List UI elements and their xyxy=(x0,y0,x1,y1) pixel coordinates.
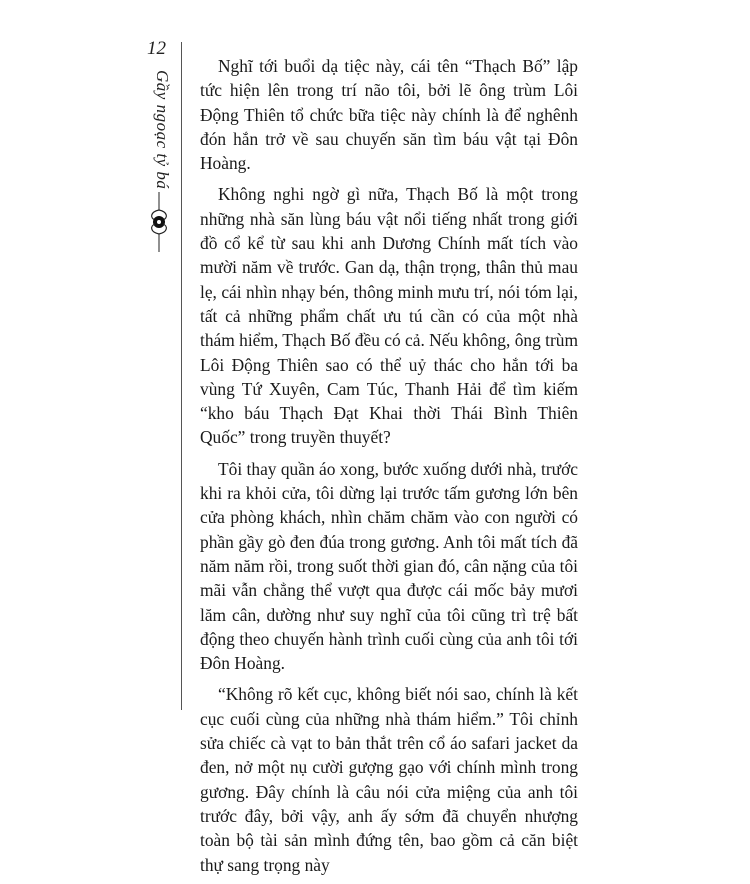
paragraph: Không nghi ngờ gì nữa, Thạch Bố là một trong những nhà săn lùng báu vật nổi tiếng nhất trong giới đồ cổ kể từ sau khi anh Dương Chính mất tích vào mười năm về trước. Gan dạ, thận trọng, thân thủ mau lẹ, cái nhìn nhạy bén, thông minh mưu trí, nói tóm lại, tất cả những phẩm chất ưu tú cần có của một nhà thám hiểm, Thạch Bố đều có cả. Nếu không, ông trùm Lôi Động Thiên sao có thể uỷ thác cho hắn tới ba vùng Tứ Xuyên, Cam Túc, Thanh Hải để tìm kiếm “kho báu Thạch Đạt Khai thời Thái Bình Thiên Quốc” trong truyền thuyết? xyxy=(200,184,578,448)
paragraph: Nghĩ tới buổi dạ tiệc này, cái tên “Thạch Bố” lập tức hiện lên trong trí não tôi, bởi lẽ ông trùm Lôi Động Thiên tổ chức bữa tiệc này chính là để nghênh đón hắn trở về sau chuyến săn tìm báu vật tại Đôn Hoàng. xyxy=(200,56,578,174)
paragraph: Tôi thay quần áo xong, bước xuống dưới nhà, trước khi ra khỏi cửa, tôi dừng lại trước tấm gương lớn bên cửa phòng khách, nhìn chăm chăm vào con người có phần gầy gò đen đúa trong gương. Anh tôi mất tích đã năm năm rồi, trong suốt thời gian đó, cân nặng của tôi mãi vẫn chẳng thể vượt qua được cái mốc bảy mươi lăm cân, dường như suy nghĩ của tôi cũng trì trệ bất động theo chuyến hành trình cuối cùng của anh tôi tới Đôn Hoàng. xyxy=(200,458,578,674)
ornament-icon xyxy=(146,192,172,252)
page-number: 12 xyxy=(147,38,166,59)
body-text xyxy=(200,54,578,884)
margin-rule xyxy=(181,42,182,710)
paragraph: “Không rõ kết cục, không biết nói sao, chính là kết cục cuối cùng của những nhà thám hiểm.” Tôi chỉnh sửa chiếc cà vạt to bản thắt trên cổ áo safari jacket da đen, nở một nụ cười gượng gạo với chính mình trong gương. Đây chính là câu nói cửa miệng của anh tôi trước đây, bởi vậy, anh ấy sớm đã chuyển nhượng toàn bộ tài sản mình đứng tên, bao gồm cả căn biệt thự sang trọng này xyxy=(200,684,578,875)
running-head-text: Gầy ngoạc tỷ bá xyxy=(153,70,172,190)
